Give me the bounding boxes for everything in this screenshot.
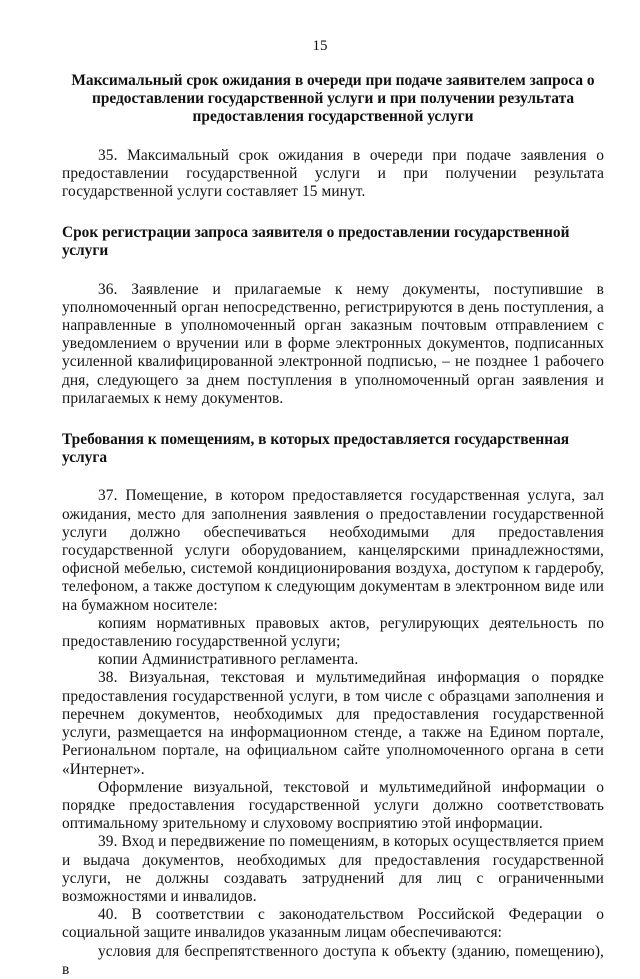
paragraph-38: 38. Визуальная, текстовая и мультимедийная информация о порядке предоставления государственной услуги, в том числе с образцами заполнения и перечнем документов, необходимых для предоставления государственной услуги, размещается на информационном стенде, а также на Едином портале, Региональном портале, на официальном сайте уполномоченного органа в сети «Интернет». bbox=[62, 669, 604, 778]
paragraph-36: 36. Заявление и прилагаемые к нему документы, поступившие в уполномоченный орган непосредственно, регистрируются в день поступления, а направленные в уполномоченный орган заказным почтовым отправлением с уведомлением о вручении или в форме электронных документов, подписанных усиленной квалифицированной электронной подписью, – не позднее 1 рабочего дня, следующего за днем поступления в уполномоченный орган заявления и прилагаемых к нему документов. bbox=[62, 280, 604, 407]
section-heading-registration: Срок регистрации запроса заявителя о предоставлении государственной услуги bbox=[62, 224, 570, 260]
paragraph-40: 40. В соответствии с законодательством Российской Федерации о социальной защите инвалидов указанным лицам обеспечиваются: bbox=[62, 906, 604, 942]
paragraph-37: 37. Помещение, в котором предоставляется государственная услуга, зал ожидания, место для заполнения заявления о предоставлении государственной услуги должно обеспечиваться необходимыми для предоставления государственной услуги оборудованием, канцелярскими принадлежностями, офисной мебелью, системой кондиционирования воздуха, доступом к гардеробу, телефоном, а также доступом к следующим документам в электронном виде или на бумажном носителе: bbox=[62, 487, 604, 614]
document-body bbox=[62, 72, 604, 979]
paragraph-38-design: Оформление визуальной, текстовой и мультимедийной информации о порядке предоставления государственной услуги должно соответствовать оптимальному зрительному и слуховому восприятию этой информации. bbox=[62, 778, 604, 833]
paragraph-37-item-acts: копиям нормативных правовых актов, регулирующих деятельность по предоставлению государственной услуги; bbox=[62, 614, 604, 651]
paragraph-35: 35. Максимальный срок ожидания в очереди при подаче заявления о предоставлении государственной услуги и при получении результата государственной услуги составляет 15 минут. bbox=[62, 146, 604, 201]
section-heading-premises: Требования к помещениям, в которых предоставляется государственная услуга bbox=[62, 431, 570, 467]
section-heading-queue-time: Максимальный срок ожидания в очереди при подаче заявителем запроса о предоставлении государственной услуги и при получении результата предоставления государственной услуги bbox=[71, 72, 595, 126]
paragraph-40-conditions: условия для беспрепятственного доступа к объекту (зданию, помещению), в bbox=[62, 942, 604, 978]
paragraph-37-item-regulation: копии Административного регламента. bbox=[98, 651, 359, 669]
page-number: 15 bbox=[312, 38, 328, 54]
paragraph-39: 39. Вход и передвижение по помещениям, в которых осуществляется прием и выдача документов, необходимых для предоставления государственной услуги, не должны создавать затруднений для лиц с ограниченными возможностями и инвалидов. bbox=[62, 833, 604, 905]
